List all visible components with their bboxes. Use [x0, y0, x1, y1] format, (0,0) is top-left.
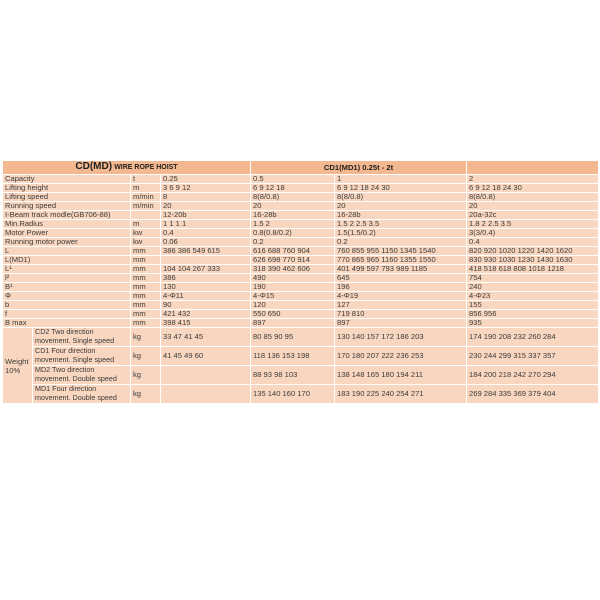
weight-label-line1: Weight — [5, 356, 29, 366]
cell-value: 16-28b — [251, 211, 335, 220]
weight-unit: kg — [131, 385, 161, 404]
cell-value: 490 — [251, 274, 335, 283]
cell-value: 8 — [161, 193, 251, 202]
row-label: L(MD1) — [3, 256, 131, 265]
cell-value: 20a-32c — [467, 211, 599, 220]
weight-unit: kg — [131, 347, 161, 366]
row-unit: m/min — [131, 193, 161, 202]
weight-value: 88 93 98 103 — [251, 366, 335, 385]
cell-value: 1.5 2 — [251, 220, 335, 229]
cell-value: 1 1 1 1 — [161, 220, 251, 229]
cell-value: 0.8(0.8/0.2) — [251, 229, 335, 238]
row-unit: m/min — [131, 202, 161, 211]
cell-value: 0.4 — [161, 229, 251, 238]
weight-value: 41 45 49 60 — [161, 347, 251, 366]
cell-value: 190 — [251, 283, 335, 292]
spec-row — [3, 310, 599, 319]
cell-value: 240 — [467, 283, 599, 292]
row-label: Φ — [3, 292, 131, 301]
row-label: Min.Radius — [3, 220, 131, 229]
title-sub: WIRE ROPE HOIST — [114, 164, 178, 171]
spec-row — [3, 211, 599, 220]
cell-value: 8(8/0.8) — [335, 193, 467, 202]
cell-value: 856 956 — [467, 310, 599, 319]
weight-row — [3, 366, 599, 385]
spec-row — [3, 292, 599, 301]
title-main: CD(MD) — [75, 161, 113, 172]
cell-value: 550 650 — [251, 310, 335, 319]
row-label: l² — [3, 274, 131, 283]
weight-value: 135 140 160 170 — [251, 385, 335, 404]
table-title — [3, 161, 251, 175]
spec-row — [3, 193, 599, 202]
cell-value — [161, 256, 251, 265]
cell-value: 20 — [335, 202, 467, 211]
row-label: B¹ — [3, 283, 131, 292]
row-unit: m — [131, 220, 161, 229]
cell-value: 20 — [161, 202, 251, 211]
weight-row — [3, 385, 599, 404]
cell-value: 770 865 965 1160 1355 1550 — [335, 256, 467, 265]
row-unit: t — [131, 175, 161, 184]
model-range: CD1(MD1) 0.25t - 2t — [251, 161, 467, 175]
cell-value: 386 — [161, 274, 251, 283]
row-label: Running motor power — [3, 238, 131, 247]
weight-row — [3, 347, 599, 366]
weight-unit: kg — [131, 366, 161, 385]
weight-unit: kg — [131, 328, 161, 347]
spec-table — [2, 160, 599, 404]
weight-value: 170 180 207 222 236 253 — [335, 347, 467, 366]
cell-value: 6 9 12 18 24 30 — [467, 184, 599, 193]
spec-row — [3, 238, 599, 247]
cell-value: 935 — [467, 319, 599, 328]
row-unit: mm — [131, 310, 161, 319]
cell-value: 318 390 462 606 — [251, 265, 335, 274]
cell-value: 196 — [335, 283, 467, 292]
row-label: b — [3, 301, 131, 310]
spec-row — [3, 247, 599, 256]
weight-value: 130 140 157 172 186 203 — [335, 328, 467, 347]
cell-value: 760 855 955 1150 1345 1540 — [335, 247, 467, 256]
weight-value: 138 148 165 180 194 211 — [335, 366, 467, 385]
cell-value: 1 — [335, 175, 467, 184]
spec-row — [3, 301, 599, 310]
row-label: f — [3, 310, 131, 319]
row-unit: mm — [131, 247, 161, 256]
weight-value: 33 47 41 45 — [161, 328, 251, 347]
row-unit — [131, 211, 161, 220]
row-label: Running speed — [3, 202, 131, 211]
cell-value: 897 — [335, 319, 467, 328]
weight-value — [161, 385, 251, 404]
row-unit: mm — [131, 283, 161, 292]
cell-value: 6 9 12 18 24 30 — [335, 184, 467, 193]
cell-value: 12-20b — [161, 211, 251, 220]
row-unit: mm — [131, 274, 161, 283]
weight-value: 183 190 225 240 254 271 — [335, 385, 467, 404]
row-label: I-Beam track modle(GB706-88) — [3, 211, 131, 220]
cell-value: 16-28b — [335, 211, 467, 220]
weight-label-line2: 10% — [5, 365, 21, 375]
cell-value: 1.5(1.5/0.2) — [335, 229, 467, 238]
cell-value: 20 — [467, 202, 599, 211]
cell-value: 398 415 — [161, 319, 251, 328]
cell-value: 8(8/0.8) — [467, 193, 599, 202]
cell-value: 626 698 770 914 — [251, 256, 335, 265]
weight-value: 184 200 218 242 270 294 — [467, 366, 599, 385]
weight-value: 230 244 299 315 337 357 — [467, 347, 599, 366]
cell-value: 127 — [335, 301, 467, 310]
row-label: L¹ — [3, 265, 131, 274]
cell-value: 4-Φ19 — [335, 292, 467, 301]
weight-desc: CD2 Two direction movement. Single speed — [33, 328, 131, 347]
row-unit: mm — [131, 265, 161, 274]
cell-value: 616 688 760 904 — [251, 247, 335, 256]
cell-value: 401 499 597 793 989 1185 — [335, 265, 467, 274]
cell-value: 754 — [467, 274, 599, 283]
row-unit: kw — [131, 229, 161, 238]
spec-row — [3, 202, 599, 211]
row-unit: kw — [131, 238, 161, 247]
spec-row — [3, 175, 599, 184]
row-unit: mm — [131, 319, 161, 328]
weight-value: 118 136 153 198 — [251, 347, 335, 366]
cell-value: 386 386 549 615 — [161, 247, 251, 256]
header-blank — [467, 161, 599, 175]
weight-value: 269 284 335 369 379 404 — [467, 385, 599, 404]
weight-desc: MD2 Two direction movement. Double speed — [33, 366, 131, 385]
row-label: Capacity — [3, 175, 131, 184]
spec-row — [3, 283, 599, 292]
cell-value: 4-Φ23 — [467, 292, 599, 301]
cell-value: 0.25 — [161, 175, 251, 184]
row-unit: mm — [131, 301, 161, 310]
row-label: Lifting height — [3, 184, 131, 193]
row-unit: mm — [131, 256, 161, 265]
weight-value: 80 85 90 95 — [251, 328, 335, 347]
cell-value: 20 — [251, 202, 335, 211]
cell-value: 4-Φ15 — [251, 292, 335, 301]
cell-value: 155 — [467, 301, 599, 310]
cell-value: 0.06 — [161, 238, 251, 247]
cell-value: 418 518 618 808 1018 1218 — [467, 265, 599, 274]
table-body — [3, 161, 599, 404]
cell-value: 645 — [335, 274, 467, 283]
cell-value: 104 104 267 333 — [161, 265, 251, 274]
weight-value: 174 190 208 232 260 284 — [467, 328, 599, 347]
spec-row — [3, 256, 599, 265]
row-unit: m — [131, 184, 161, 193]
cell-value: 0.5 — [251, 175, 335, 184]
spec-row — [3, 274, 599, 283]
cell-value: 90 — [161, 301, 251, 310]
cell-value: 2 — [467, 175, 599, 184]
spec-row — [3, 319, 599, 328]
cell-value: 130 — [161, 283, 251, 292]
weight-label — [3, 328, 33, 404]
row-label: Motor Power — [3, 229, 131, 238]
cell-value: 3(3/0.4) — [467, 229, 599, 238]
cell-value: 0.2 — [251, 238, 335, 247]
cell-value: 1.5 2 2.5 3.5 — [335, 220, 467, 229]
cell-value: 897 — [251, 319, 335, 328]
cell-value: 4-Φ11 — [161, 292, 251, 301]
row-label: L — [3, 247, 131, 256]
cell-value: 719 810 — [335, 310, 467, 319]
spec-row — [3, 229, 599, 238]
weight-row — [3, 328, 599, 347]
row-label: Lifting speed — [3, 193, 131, 202]
cell-value: 830 930 1030 1230 1430 1630 — [467, 256, 599, 265]
cell-value: 6 9 12 18 — [251, 184, 335, 193]
row-unit: mm — [131, 292, 161, 301]
cell-value: 120 — [251, 301, 335, 310]
weight-desc: MD1 Four direction movement. Double speed — [33, 385, 131, 404]
weight-value — [161, 366, 251, 385]
cell-value: 8(8/0.8) — [251, 193, 335, 202]
cell-value: 3 6 9 12 — [161, 184, 251, 193]
cell-value: 421 432 — [161, 310, 251, 319]
cell-value: 820 920 1020 1220 1420 1620 — [467, 247, 599, 256]
cell-value: 0.2 — [335, 238, 467, 247]
cell-value: 0.4 — [467, 238, 599, 247]
cell-value: 1.8 2 2.5 3.5 — [467, 220, 599, 229]
row-label: B max — [3, 319, 131, 328]
weight-desc: CD1 Four direction movement. Single speed — [33, 347, 131, 366]
spec-row — [3, 220, 599, 229]
spec-row — [3, 265, 599, 274]
header-row — [3, 161, 599, 175]
spec-row — [3, 184, 599, 193]
